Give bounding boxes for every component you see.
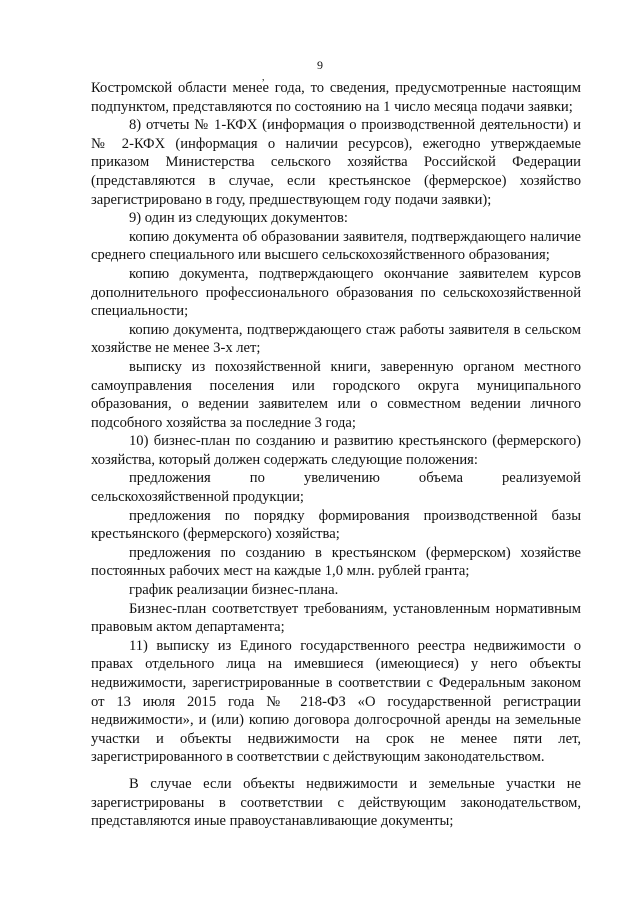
paragraph: выписку из похозяйственной книги, заверенную органом местного самоуправления поселения или городского округа муниципального образования, о ведении заявителем или о совместном ведении личного подсобного хозяйства за последние 3 года; bbox=[91, 358, 581, 431]
document-body bbox=[91, 79, 581, 831]
page-number: 9 bbox=[317, 58, 323, 72]
paragraph: копию документа, подтверждающего окончание заявителем курсов дополнительного профессионального образования по сельскохозяйственной специальности; bbox=[91, 265, 581, 320]
paragraph: копию документа, подтверждающего стаж работы заявителя в сельском хозяйстве не менее 3-х лет; bbox=[91, 321, 581, 357]
paragraph: Бизнес-план соответствует требованиям, установленным нормативным правовым актом департамента; bbox=[91, 600, 581, 636]
paragraph: Костромской области менее года, то сведения, предусмотренные настоящим подпунктом, представляются по состоянию на 1 число месяца подачи заявки; bbox=[91, 80, 581, 115]
paragraph: 9) один из следующих документов: bbox=[129, 210, 348, 227]
paragraph: 8) отчеты № 1-КФХ (информация о производственной деятельности) и № 2-КФХ (информация о наличии ресурсов), ежегодно утверждаемые приказом Министерства сельского хозяйства Российской Федерации (представляются в случае, если крестьянское (фермерское) хозяйство зарегистрировано в году, предшествующем году подачи заявки); bbox=[91, 117, 581, 208]
paragraph: копию документа об образовании заявителя, подтверждающего наличие среднего специального или высшего сельскохозяйственного образования; bbox=[91, 228, 581, 264]
stray-mark: , bbox=[262, 72, 265, 83]
paragraph: В случае если объекты недвижимости и земельные участки не зарегистрированы в соответствии с действующим законодательством, представляются иные правоустанавливающие документы; bbox=[91, 775, 581, 830]
paragraph: график реализации бизнес-плана. bbox=[129, 582, 339, 599]
paragraph: 11) выписку из Единого государственного реестра недвижимости о правах отдельного лица на имевшиеся (имеющиеся) у него объекты недвижимости, зарегистрированные в соответствии с Федеральным законом от 13 июля 2015 года № 218-ФЗ «О государственной регистрации недвижимости», и (или) копию договора долгосрочной аренды на земельные участки и объекты недвижимости на срок не менее пяти лет, зарегистрированного в соответствии с действующим законодательством. bbox=[91, 637, 581, 766]
paragraph: предложения по созданию в крестьянском (фермерском) хозяйстве постоянных рабочих мест на каждые 1,0 млн. рублей гранта; bbox=[91, 544, 581, 580]
paragraph: предложения по увеличению объема реализуемой сельскохозяйственной продукции; bbox=[91, 470, 581, 506]
paragraph: 10) бизнес-план по созданию и развитию крестьянского (фермерского) хозяйства, который должен содержать следующие положения: bbox=[91, 433, 581, 468]
paragraph: предложения по порядку формирования производственной базы крестьянского (фермерского) хозяйства; bbox=[91, 507, 581, 543]
